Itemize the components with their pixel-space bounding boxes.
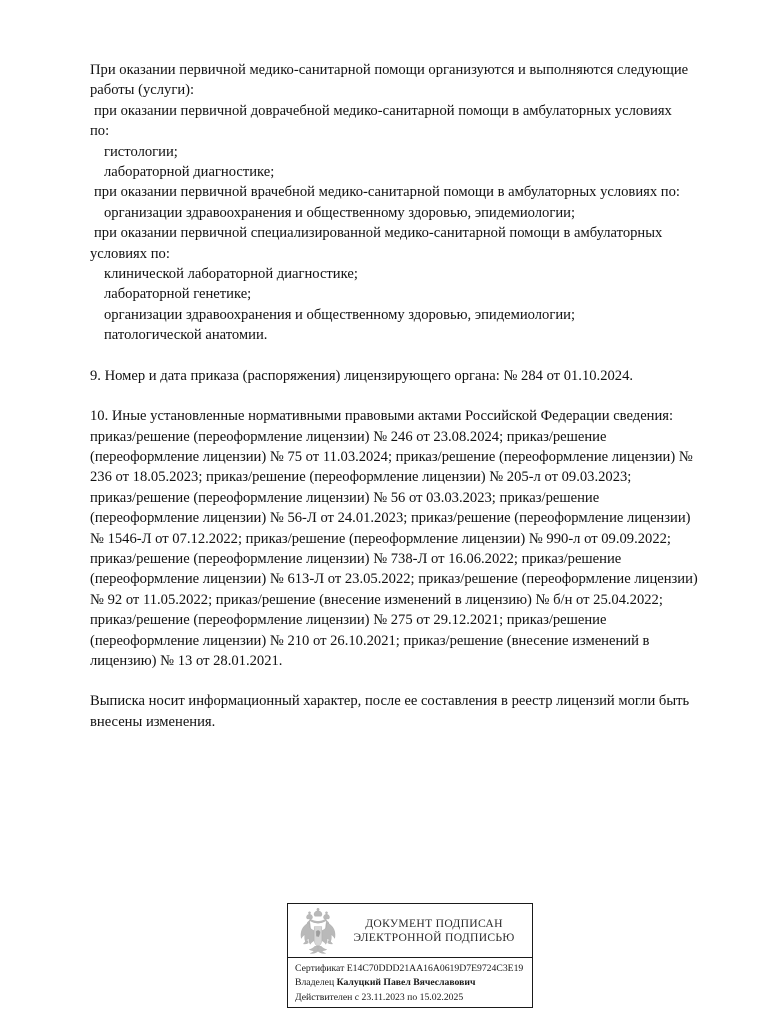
services-list-item: организации здравоохранения и общественному здоровью, эпидемиологии; bbox=[104, 204, 576, 221]
services-list-item: при оказании первичной доврачебной медико-санитарной помощи в амбулаторных условиях bbox=[94, 102, 672, 119]
services-list bbox=[90, 101, 728, 346]
stamp-details bbox=[288, 958, 532, 1005]
item10-line: (переоформление лицензии) № 75 от 11.03.2024; приказ/решение (переоформление лицензии) № bbox=[90, 448, 693, 465]
disclaimer-block bbox=[90, 691, 728, 732]
services-list-item: патологической анатомии. bbox=[104, 327, 268, 344]
services-list-item: гистологии; bbox=[104, 143, 178, 160]
spacer bbox=[90, 346, 728, 366]
electronic-signature-stamp bbox=[287, 903, 533, 1008]
stamp-certificate-value: E14C70DDD21AA16A0619D7E9724C3E19 bbox=[346, 963, 524, 974]
stamp-validity-middle: по bbox=[407, 991, 418, 1003]
stamp-heading-line1: ДОКУМЕНТ ПОДПИСАН bbox=[365, 916, 503, 930]
item10-line: (переоформление лицензии) № 56-Л от 24.01.2023; приказ/решение (переоформление лицензии) bbox=[90, 510, 691, 527]
item10-line: приказ/решение (переоформление лицензии) № 56 от 03.03.2023; приказ/решение bbox=[90, 489, 600, 506]
item10-line: 236 от 18.05.2023; приказ/решение (переоформление лицензии) № 205-л от 09.03.2023; bbox=[90, 469, 632, 486]
services-list-item: лабораторной диагностике; bbox=[104, 164, 275, 181]
stamp-owner-label: Владелец bbox=[295, 977, 335, 989]
stamp-validity-to: 15.02.2025 bbox=[419, 991, 464, 1003]
item10-line: лицензию) № 13 от 28.01.2021. bbox=[90, 652, 283, 669]
services-list-item: лабораторной генетике; bbox=[104, 286, 252, 303]
stamp-header bbox=[288, 904, 532, 957]
services-list-item: организации здравоохранения и общественному здоровью, эпидемиологии; bbox=[104, 306, 576, 323]
services-list-item: при оказании первичной специализированной медико-санитарной помощи в амбулаторных bbox=[94, 225, 663, 242]
stamp-validity-from: 23.11.2023 bbox=[361, 991, 405, 1003]
document-body bbox=[90, 60, 728, 732]
stamp-heading bbox=[340, 917, 526, 944]
section-item-9 bbox=[90, 366, 728, 386]
spacer bbox=[90, 386, 728, 406]
item10-line: приказ/решение (переоформление лицензии) № 738-Л от 16.06.2022; приказ/решение bbox=[90, 550, 622, 567]
stamp-owner-row bbox=[295, 976, 532, 990]
section-item-10 bbox=[90, 406, 728, 671]
item10-line: приказ/решение (переоформление лицензии) № 275 от 29.12.2021; приказ/решение bbox=[90, 612, 607, 629]
stamp-certificate-label: Сертификат bbox=[295, 963, 345, 974]
item10-line: № 92 от 11.05.2022; приказ/решение (внесение изменений в лицензию) № б/н от 25.04.2022; bbox=[90, 591, 663, 608]
disclaimer-line: внесены изменения. bbox=[90, 713, 216, 730]
item10-line: (переоформление лицензии) № 210 от 26.10.2021; приказ/решение (внесение изменений в bbox=[90, 632, 650, 649]
stamp-validity-label: Действителен с bbox=[295, 991, 360, 1003]
stamp-heading-line2: ЭЛЕКТРОННОЙ ПОДПИСЬЮ bbox=[353, 930, 515, 944]
services-list-item: по: bbox=[90, 123, 110, 140]
stamp-validity-row bbox=[295, 991, 532, 1005]
stamp-certificate-row bbox=[295, 962, 532, 976]
services-intro-line: При оказании первичной медико-санитарной помощи организуются и выполняются следующие bbox=[90, 62, 689, 78]
services-list-item: при оказании первичной врачебной медико-санитарной помощи в амбулаторных условиях по: bbox=[94, 184, 680, 201]
item9-line: 9. Номер и дата приказа (распоряжения) лицензирующего органа: № 284 от 01.10.2024. bbox=[90, 367, 634, 384]
services-list-item: клинической лабораторной диагностике; bbox=[104, 266, 358, 283]
item10-line: (переоформление лицензии) № 613-Л от 23.05.2022; приказ/решение (переоформление лицензии) bbox=[90, 571, 698, 588]
stamp-owner-value: Калуцкий Павел Вячеславович bbox=[336, 977, 476, 989]
spacer bbox=[90, 671, 728, 691]
disclaimer-line: Выписка носит информационный характер, после ее составления в реестр лицензий могли быть bbox=[90, 693, 690, 710]
services-intro-block bbox=[90, 60, 728, 101]
item10-line: № 1546-Л от 07.12.2022; приказ/решение (переоформление лицензии) № 990-л от 09.09.2022; bbox=[90, 530, 671, 547]
services-intro-line: работы (услуги): bbox=[90, 82, 195, 99]
item10-line: 10. Иные установленные нормативными правовыми актами Российской Федерации сведения: bbox=[90, 408, 674, 425]
item10-line: приказ/решение (переоформление лицензии) № 246 от 23.08.2024; приказ/решение bbox=[90, 428, 607, 445]
russian-coat-of-arms-icon bbox=[296, 908, 340, 954]
services-list-item: условиях по: bbox=[90, 245, 170, 262]
